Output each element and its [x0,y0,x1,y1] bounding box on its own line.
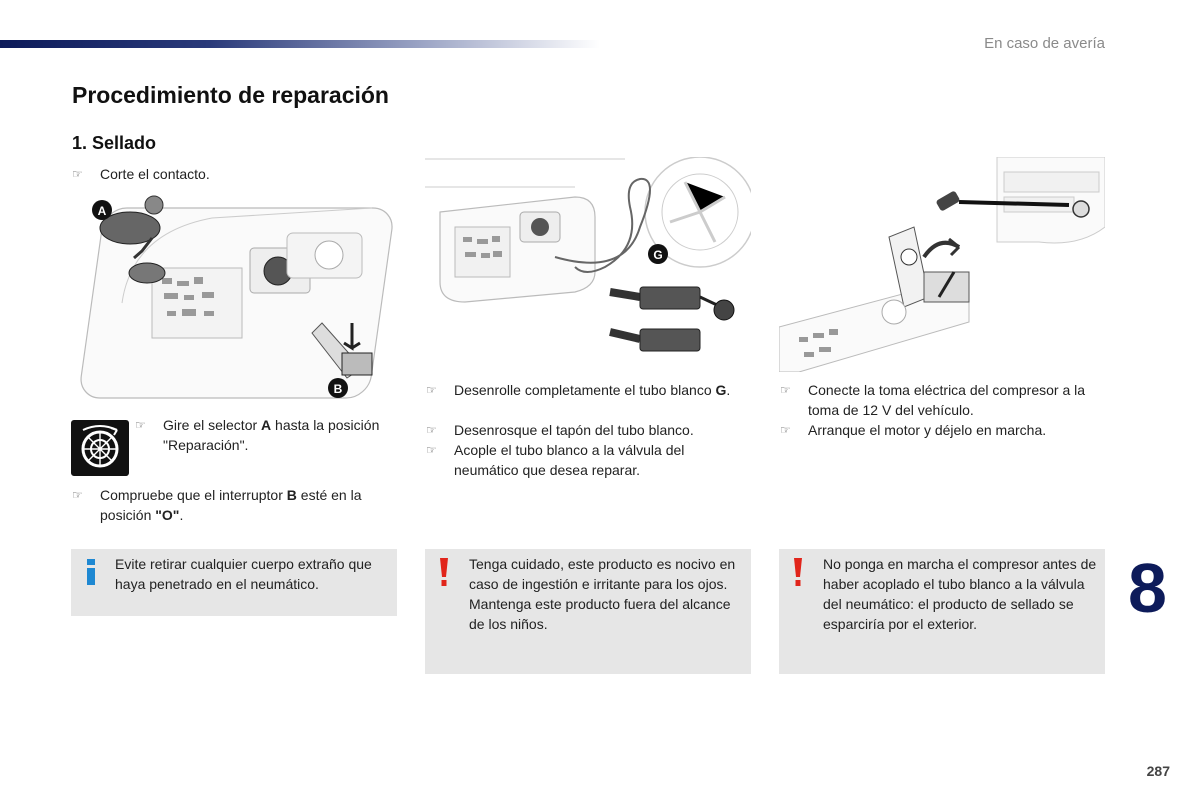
warning-icon [439,558,449,586]
info-callout [71,549,397,616]
bullet-pointer-icon: ☞ [72,488,83,502]
compressor-selector-illustration [72,193,398,408]
col1-bullet-3: ☞ Compruebe que el interruptor B esté en la posición "O". [72,487,362,523]
figure-label-b: B [333,382,343,396]
bullet-pointer-icon: ☞ [135,418,146,432]
page-title: Procedimiento de reparación [72,82,389,108]
figure-label-a: A [97,204,107,218]
bullet-pointer-icon: ☞ [426,443,437,457]
info-icon [85,559,97,585]
selector-repair-icon [71,420,129,476]
chapter-number: 8 [1128,549,1167,627]
col3-bullet-1: ☞ Conecte la toma eléctrica del compresor a la toma de 12 V del vehículo. [780,382,1086,418]
warning-icon [793,558,803,586]
page-number: 287 [1146,763,1170,779]
header-gradient-bar [0,40,600,48]
warning-text-children: Mantenga este producto fuera del alcance de los niños. [469,596,731,632]
col2-bullet-3: ☞ Acople el tubo blanco a la válvula del neumático que desea reparar. [426,442,685,478]
warning-callout-compressor [779,549,1105,674]
col1-bullet-2: ☞ Gire el selector A hasta la posición "Reparación". [135,417,380,453]
warning-callout-product [425,549,751,674]
warning-text-compressor: No ponga en marcha el compresor antes de haber acoplado el tubo blanco a la válvula del neumático: el producto de sellado se esparciría por el exterior. [823,556,1097,632]
hose-unroll-illustration [425,157,751,372]
section-name: En caso de avería [984,35,1105,52]
bullet-pointer-icon: ☞ [426,383,437,397]
col2-bullet-2: ☞ Desenrosque el tapón del tubo blanco. [426,422,694,438]
col3-bullet-2: ☞ Arranque el motor y déjelo en marcha. [780,422,1047,438]
bullet-pointer-icon: ☞ [426,423,437,437]
info-callout-text: Evite retirar cualquier cuerpo extraño que haya penetrado en el neumático. [115,556,372,592]
col1-bullet-1: ☞ Corte el contacto. [72,166,210,182]
bullet-pointer-icon: ☞ [780,383,791,397]
power-socket-illustration [779,157,1105,372]
warning-text-harmful: Tenga cuidado, este producto es nocivo en caso de ingestión e irritante para los ojos. [469,556,736,592]
step-title: 1. Sellado [72,133,157,153]
figure-label-g: G [653,248,663,262]
col2-bullet-1: ☞ Desenrolle completamente el tubo blanco G. [426,382,731,398]
bullet-pointer-icon: ☞ [780,423,791,437]
bullet-pointer-icon: ☞ [72,167,83,181]
